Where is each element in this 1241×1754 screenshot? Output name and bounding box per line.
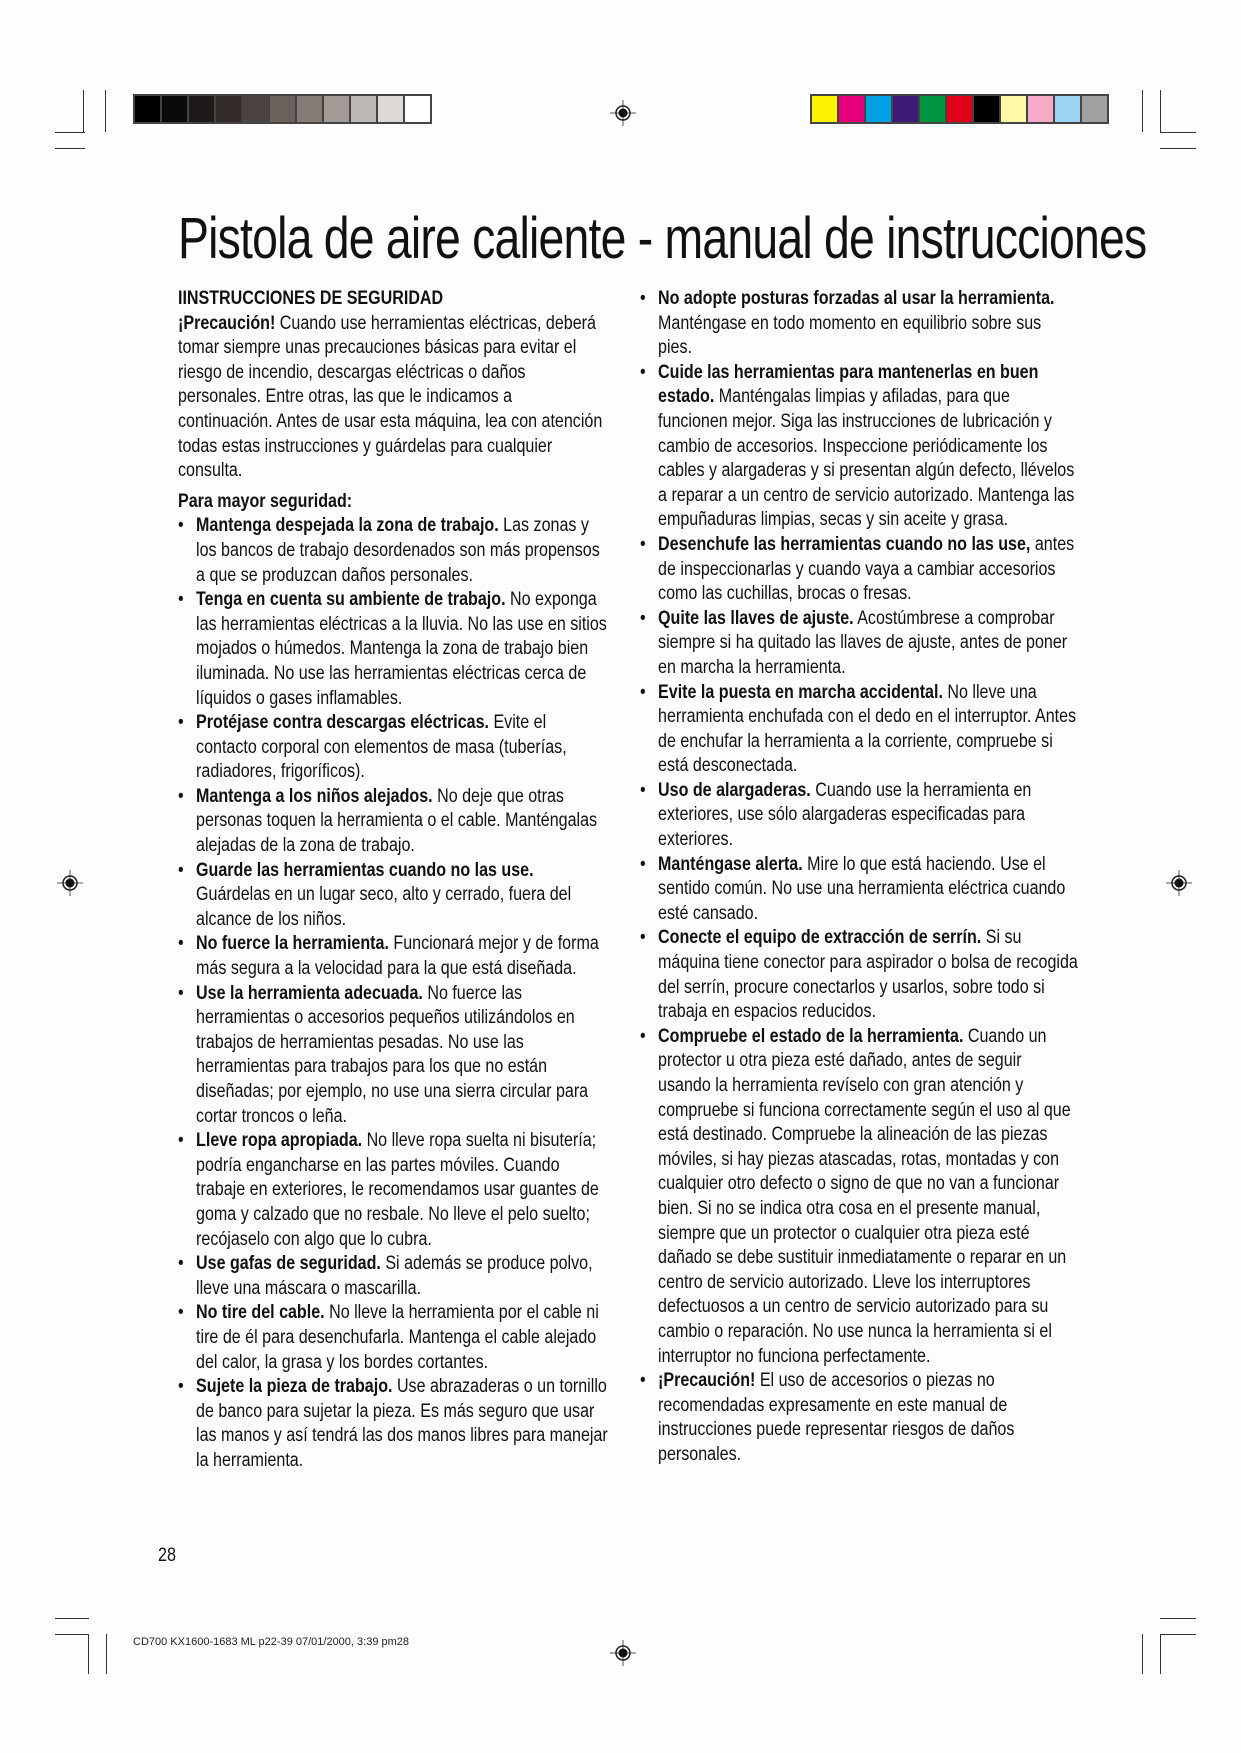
crop-mark xyxy=(1160,1618,1196,1619)
color-swatch xyxy=(324,96,351,122)
crop-mark xyxy=(83,90,84,132)
bullet: • xyxy=(640,1369,646,1392)
item-text: antes de inspeccionarlas y cuando vaya a cambiar accesorios como las cuchillas, brocas o fresas. xyxy=(658,532,1075,605)
intro-paragraph xyxy=(178,311,611,483)
bullet: • xyxy=(178,784,184,807)
item-text: Funcionará mejor y de forma más segura a la velocidad para la que está diseñada. xyxy=(196,932,599,980)
bullet: • xyxy=(640,1024,646,1047)
crop-mark xyxy=(1160,132,1196,133)
crop-mark xyxy=(1142,90,1143,132)
grayscale-calibration-bar xyxy=(133,94,432,124)
bullet: • xyxy=(178,1129,184,1152)
page-title: Pistola de aire caliente - manual de instrucciones xyxy=(178,206,1147,271)
bullet: • xyxy=(178,514,184,537)
registration-mark-icon xyxy=(610,100,636,126)
item-title: Uso de alargaderas. xyxy=(658,778,811,801)
crop-mark xyxy=(55,1634,89,1635)
crop-mark xyxy=(1160,148,1196,149)
list-item xyxy=(640,925,1079,1023)
item-title: ¡Precaución! xyxy=(658,1369,756,1392)
color-swatch xyxy=(1055,96,1082,122)
color-swatch xyxy=(1001,96,1028,122)
subheading: Para mayor seguridad: xyxy=(178,489,353,512)
print-footer: CD700 KX1600-1683 ML p22-39 07/01/2000, 3:39 pm28 xyxy=(133,1636,410,1648)
list-item xyxy=(640,360,1079,532)
item-title: Compruebe el estado de la herramienta. xyxy=(658,1024,964,1047)
registration-mark-icon xyxy=(57,870,83,896)
crop-mark xyxy=(105,90,106,132)
crop-mark xyxy=(1160,90,1161,132)
item-title: No tire del cable. xyxy=(196,1301,325,1324)
list-item xyxy=(178,710,611,784)
item-text: Use abrazaderas o un tornillo de banco para sujetar la pieza. Es más seguro que usar las manos y así tendrá las dos manos libres para manejar la herramienta. xyxy=(196,1375,608,1471)
color-swatch xyxy=(351,96,378,122)
crop-mark xyxy=(1160,1634,1196,1635)
page-number: 28 xyxy=(158,1545,176,1566)
item-text: No exponga las herramientas eléctricas a la lluvia. No las use en sitios mojados o húmedos. Mantenga la zona de trabajo bien iluminada. No use las herramientas eléctricas cerca de líquidos o gases inflamables. xyxy=(196,588,607,709)
item-title: No fuerce la herramienta. xyxy=(196,932,389,955)
list-item xyxy=(640,532,1079,606)
color-swatch xyxy=(974,96,1001,122)
registration-mark-icon xyxy=(1166,870,1192,896)
item-title: Lleve ropa apropiada. xyxy=(196,1129,363,1152)
item-title: Protéjase contra descargas eléctricas. xyxy=(196,711,489,734)
bullet: • xyxy=(178,1252,184,1275)
item-title: Use la herramienta adecuada. xyxy=(196,981,423,1004)
list-item xyxy=(178,1251,611,1300)
item-text: Manténgalas limpias y afiladas, para que funcionen mejor. Siga las instrucciones de lubricación y cambio de accesorios. Inspeccione periódicamente los cables y alargaderas y si presentan algún defecto, llévelos a reparar a un centro de servicio autorizado. Mantenga las empuñaduras limpias, secas y sin aceite y grasa. xyxy=(658,385,1075,531)
item-text: El uso de accesorios o piezas no recomendadas expresamente en este manual de instrucciones puede representar riesgos de daños personales. xyxy=(658,1369,1015,1465)
crop-mark xyxy=(106,1634,107,1674)
color-swatch xyxy=(135,96,162,122)
item-text: Mire lo que está haciendo. Use el sentido común. No use una herramienta eléctrica cuando esté cansado. xyxy=(658,852,1066,924)
list-item xyxy=(178,981,611,1129)
crop-mark xyxy=(1160,1634,1161,1674)
color-swatch xyxy=(866,96,893,122)
list-item xyxy=(178,513,611,587)
item-title: No adopte posturas forzadas al usar la herramienta. xyxy=(658,287,1055,309)
intro-text: Cuando use herramientas eléctricas, deberá tomar siempre unas precauciones básicas para evitar el riesgo de incendio, descargas eléctricas o daños personales. Entre otras, las que le indicamos a continuación. Antes de usar esta máquina, lea con atención todas estas instrucciones y guárdelas para cualquier consulta. xyxy=(178,311,603,482)
item-title: Manténgase alerta. xyxy=(658,852,803,875)
item-text: No lleve una herramienta enchufada con el dedo en el interruptor. Antes de enchufar la herramienta a la corriente, compruebe si está desconectada. xyxy=(658,680,1077,777)
color-swatch xyxy=(947,96,974,122)
safety-list-right xyxy=(640,286,1079,1467)
bullet: • xyxy=(640,360,646,383)
item-title: Conecte el equipo de extracción de serrín. xyxy=(658,926,982,949)
color-swatch xyxy=(189,96,216,122)
list-item xyxy=(178,1128,611,1251)
crop-mark xyxy=(55,148,85,149)
color-swatch xyxy=(162,96,189,122)
item-text: Cuando un protector u otra pieza esté dañado, antes de seguir usando la herramienta revíselo con gran atención y compruebe si funciona correctamente según el uso al que está destinado. Compruebe la alineación de las piezas móviles, si hay piezas atascadas, rotas, montadas y con cualquier otro defecto o signo de que no van a funcionar bien. Si no se indica otra cosa en el presente manual, siempre que un protector o cualquier otra pieza esté dañado se debe sustituir inmediatamente o reparar en un centro de servicio autorizado. Lleve los interruptores defectuosos a un centro de servicio autorizado para su cambio o reparación. No use nunca la herramienta si el interruptor no funciona perfectamente. xyxy=(658,1024,1071,1367)
color-swatch xyxy=(216,96,243,122)
item-text: Acostúmbrese a comprobar siempre si ha quitado las llaves de ajuste, antes de poner en marcha la herramienta. xyxy=(658,606,1068,678)
bullet: • xyxy=(640,532,646,555)
color-swatch xyxy=(893,96,920,122)
list-item xyxy=(178,1300,611,1374)
item-text: Si su máquina tiene conector para aspirador o bolsa de recogida del serrín, procure conectarlos y usarlos, sobre todo si trabaja en espacios reducidos. xyxy=(658,926,1078,1023)
registration-mark-icon xyxy=(610,1640,636,1666)
item-text: No fuerce las herramientas o accesorios pequeños utilizándolos en trabajos de herramientas pesadas. No use las herramientas para trabajos para los que no están diseñadas; por ejemplo, no use una sierra circular para cortar troncos o leña. xyxy=(196,981,589,1127)
item-title: Quite las llaves de ajuste. xyxy=(658,606,854,629)
item-title: Desenchufe las herramientas cuando no las use, xyxy=(658,532,1031,555)
crop-mark xyxy=(1142,1634,1143,1674)
bullet: • xyxy=(178,1375,184,1398)
bullet: • xyxy=(178,858,184,881)
right-column xyxy=(640,286,1079,1467)
item-title: Cuide las herramientas para mantenerlas en buen estado. xyxy=(658,360,1039,408)
crop-mark xyxy=(55,132,85,133)
crop-mark xyxy=(55,1618,89,1619)
bullet: • xyxy=(640,606,646,629)
list-item xyxy=(178,587,611,710)
list-item xyxy=(640,606,1079,680)
bullet: • xyxy=(640,926,646,949)
list-item xyxy=(178,1374,611,1472)
item-text: Guárdelas en un lugar seco, alto y cerrado, fuera del alcance de los niños. xyxy=(196,883,572,930)
item-title: Mantenga a los niños alejados. xyxy=(196,784,433,807)
color-swatch xyxy=(920,96,947,122)
left-column xyxy=(178,286,611,1473)
bullet: • xyxy=(640,680,646,703)
color-swatch xyxy=(270,96,297,122)
item-text: Manténgase en todo momento en equilibrio sobre sus pies. xyxy=(658,311,1042,359)
list-item xyxy=(178,931,611,980)
list-item xyxy=(640,852,1079,926)
list-item xyxy=(640,1024,1079,1368)
item-title: Mantenga despejada la zona de trabajo. xyxy=(196,514,499,537)
color-swatch xyxy=(405,96,430,122)
section-heading: IINSTRUCCIONES DE SEGURIDAD xyxy=(178,287,444,309)
list-item xyxy=(640,1368,1079,1466)
item-text: Si además se produce polvo, lleve una máscara o mascarilla. xyxy=(196,1252,593,1299)
item-title: Guarde las herramientas cuando no las use. xyxy=(196,858,534,881)
bullet: • xyxy=(178,981,184,1004)
item-title: Sujete la pieza de trabajo. xyxy=(196,1375,393,1398)
list-item xyxy=(640,680,1079,778)
color-swatch xyxy=(1082,96,1107,122)
item-text: Las zonas y los bancos de trabajo desordenados son más propensos a que se produzcan daños personales. xyxy=(196,514,600,586)
color-swatch xyxy=(1028,96,1055,122)
bullet: • xyxy=(178,932,184,955)
bullet: • xyxy=(178,711,184,734)
safety-list-left xyxy=(178,513,611,1472)
bullet: • xyxy=(178,588,184,611)
item-text: No deje que otras personas toquen la herramienta o el cable. Manténgalas alejadas de la zona de trabajo. xyxy=(196,784,598,857)
item-title: Tenga en cuenta su ambiente de trabajo. xyxy=(196,588,506,611)
item-text: No lleve ropa suelta ni bisutería; podría engancharse en las partes móviles. Cuando trabaje en exteriores, le recomendamos usar guantes de goma y calzado que no resbale. No lleve el pelo suelto; recójaselo con algo que lo cubra. xyxy=(196,1129,599,1250)
color-swatch xyxy=(297,96,324,122)
item-text: No lleve la herramienta por el cable ni tire de él para desenchufarla. Mantenga el cable alejado del calor, la grasa y los bordes cortantes. xyxy=(196,1301,599,1373)
intro-bold: ¡Precaución! xyxy=(178,311,276,334)
color-swatch xyxy=(243,96,270,122)
item-text: Evite el contacto corporal con elementos de masa (tuberías, radiadores, frigoríficos). xyxy=(196,711,567,783)
list-item xyxy=(178,784,611,858)
bullet: • xyxy=(178,1301,184,1324)
color-swatch xyxy=(812,96,839,122)
bullet: • xyxy=(640,287,646,309)
list-item xyxy=(178,858,611,932)
bullet: • xyxy=(640,852,646,875)
bullet: • xyxy=(640,778,646,801)
item-text: Cuando use la herramienta en exteriores, use sólo alargaderas especificadas para exteriores. xyxy=(658,778,1032,851)
item-title: Evite la puesta en marcha accidental. xyxy=(658,680,943,703)
color-calibration-bar xyxy=(810,94,1109,124)
crop-mark xyxy=(88,1634,89,1674)
item-title: Use gafas de seguridad. xyxy=(196,1252,381,1275)
list-item xyxy=(640,778,1079,852)
color-swatch xyxy=(378,96,405,122)
color-swatch xyxy=(839,96,866,122)
list-item xyxy=(640,286,1079,360)
